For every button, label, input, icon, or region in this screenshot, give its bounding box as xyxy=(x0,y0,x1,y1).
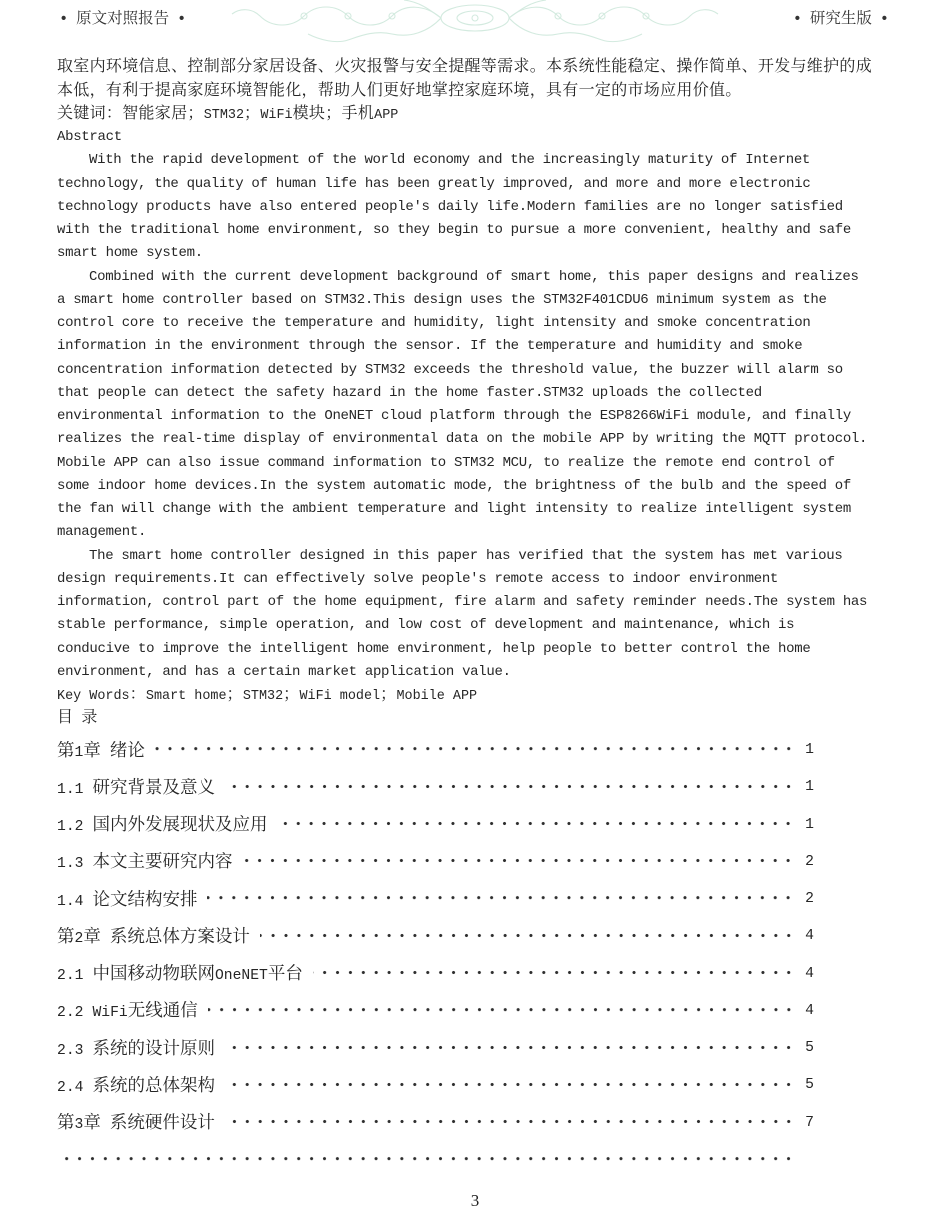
abstract-en-line: environment, and has a certain market application value. xyxy=(57,663,511,680)
toc-entry-page xyxy=(804,963,814,983)
text-run xyxy=(169,12,177,27)
toc-entry-label xyxy=(57,737,145,762)
toc-entry-number xyxy=(57,853,83,873)
text-run: 2 xyxy=(805,853,814,870)
toc-entry xyxy=(57,842,814,879)
text-run: Key Words xyxy=(57,689,130,705)
abstract-en-line: With the rapid development of the world economy and the increasingly maturity of Internet xyxy=(89,152,811,169)
toc-list xyxy=(57,730,814,1140)
page-number: 3 xyxy=(470,1191,480,1210)
toc-entry-page xyxy=(804,888,814,908)
abstract-en-line: conducive to improve the intelligent home environment, help people to better control the home xyxy=(57,640,811,657)
text-run: 4 xyxy=(805,1002,814,1019)
text-run: Smart home xyxy=(145,689,227,705)
abstract-en-body xyxy=(57,149,897,684)
text-run: WiFi xyxy=(260,107,293,123)
toc-entry xyxy=(57,1029,814,1066)
toc-entry-page xyxy=(804,1112,814,1132)
text-run: 2.1 xyxy=(57,968,84,985)
toc-entry-label xyxy=(57,923,250,948)
toc-entry-title: 本文主要研究内容 xyxy=(92,853,233,874)
text-run: WiFi model xyxy=(299,689,381,705)
keywords-cn-value: 智能家居；STM32；WiFi模块；手机APP xyxy=(122,104,399,123)
text-run: STM32 xyxy=(242,689,284,705)
toc-dot-leader xyxy=(225,768,795,805)
toc-dot-leader xyxy=(208,991,795,1028)
text-run: 1 xyxy=(805,742,814,759)
toc-dot-leader xyxy=(225,1103,795,1140)
toc-entry xyxy=(57,768,814,805)
toc-entry-label xyxy=(57,1035,215,1060)
keywords-en-line xyxy=(57,684,897,707)
abstract-en-line: information, control part of the home equipment, fire alarm and safety reminder needs.The system has xyxy=(57,594,868,611)
toc-dot-leader xyxy=(155,730,795,767)
text-run xyxy=(68,12,76,27)
toc-entry-page xyxy=(804,1037,814,1057)
toc-entry-label xyxy=(57,848,232,873)
table-of-contents xyxy=(57,730,814,1177)
toc-dot-leader xyxy=(225,1066,795,1103)
text-run: Mobile APP xyxy=(396,689,478,705)
toc-dot-leader xyxy=(277,805,795,842)
toc-entry-label xyxy=(57,1072,215,1097)
toc-entry-title: 论文结构安排 xyxy=(92,890,198,911)
abstract-en-line: Combined with the current development background of smart home, this paper designs and realizes xyxy=(89,268,859,285)
toc-entry xyxy=(57,805,814,842)
text-run: 2.3 xyxy=(57,1042,84,1059)
toc-dot-leader xyxy=(260,917,795,954)
toc-entry-page xyxy=(804,851,814,871)
toc-entry-label xyxy=(57,811,267,836)
abstract-en-line: some indoor home devices.In the system automatic mode, the brightness of the bulb and the speed of xyxy=(57,477,851,494)
document-body xyxy=(57,56,897,730)
toc-entry-number xyxy=(57,891,83,911)
text-run: 2.2 xyxy=(57,1005,84,1022)
toc-entry-page xyxy=(804,925,814,945)
abstract-en-line: that people can detect the safety hazard in the home faster.STM32 uploads the collected xyxy=(57,384,762,401)
abstract-en-line: stable performance, simple operation, and low cost of development and maintenance, which is xyxy=(57,617,795,634)
toc-entry xyxy=(57,1066,814,1103)
text-run xyxy=(73,712,81,727)
abstract-en-heading: Abstract xyxy=(57,129,122,146)
text-run: 4 xyxy=(805,965,814,982)
text-run: OneNET xyxy=(214,968,268,985)
text-run: WiFi xyxy=(92,1005,128,1022)
text-run: 5 xyxy=(805,1040,814,1057)
text-run xyxy=(802,12,810,27)
toc-dot-leader xyxy=(57,1140,795,1177)
toc-entry-title: WiFi无线通信 xyxy=(92,1002,198,1023)
toc-entry-number xyxy=(57,1002,83,1022)
toc-entry-number xyxy=(57,779,83,799)
text-run: APP xyxy=(374,107,399,123)
text-run: 4 xyxy=(805,928,814,945)
toc-entry-number: 第1章 xyxy=(57,741,101,762)
abstract-en-line: design requirements.It can effectively solve people's remote access to indoor environment xyxy=(57,570,779,587)
toc-entry-number: 第3章 xyxy=(57,1114,101,1135)
toc-entry xyxy=(57,954,814,991)
toc-entry-title: 系统的总体架构 xyxy=(92,1076,215,1097)
toc-dot-leader xyxy=(207,879,795,916)
abstract-en-paragraph xyxy=(57,266,897,545)
abstract-cn-continuation xyxy=(57,56,897,103)
toc-entry-label xyxy=(57,1109,215,1134)
toc-dot-leader xyxy=(225,1029,795,1066)
abstract-en-line: smart home system. xyxy=(57,245,203,262)
abstract-en-line: technology products have also entered people's daily life.Modern families are no longer satisfied xyxy=(57,198,843,215)
text-run: 2.4 xyxy=(57,1079,84,1096)
toc-entry-number xyxy=(57,1077,83,1097)
text-run: 1.1 xyxy=(57,781,84,798)
abstract-en-line: The smart home controller designed in this paper has verified that the system has met various xyxy=(89,547,843,564)
keywords-en-value: Smart home；STM32；WiFi model；Mobile APP xyxy=(145,686,478,705)
toc-entry-title: 国内外发展现状及应用 xyxy=(92,816,268,837)
toc-dot-leader xyxy=(313,954,795,991)
report-type-label: • 原文对照报告 • xyxy=(59,10,187,28)
toc-entry-number xyxy=(57,816,83,836)
toc-entry xyxy=(57,1103,814,1140)
toc-entry-title: 系统总体方案设计 xyxy=(109,927,250,948)
abstract-en-line: information in the environment through the sensor. If the temperature and humidity and smoke xyxy=(57,338,803,355)
text-run: 1.2 xyxy=(57,819,84,836)
toc-entry xyxy=(57,730,814,767)
text-run xyxy=(872,12,880,27)
text-run: 1.3 xyxy=(57,856,84,873)
abstract-en-line: technology, the quality of human life has been greatly improved, and more and more electronic xyxy=(57,175,811,192)
keywords-en-label: Key Words： xyxy=(57,686,146,705)
toc-entry xyxy=(57,917,814,954)
toc-entry-title: 系统硬件设计 xyxy=(109,1114,215,1135)
toc-entry-title: 研究背景及意义 xyxy=(92,778,215,799)
abstract-en-line: Mobile APP can also issue command information to STM32 MCU, to realize the remote end control of xyxy=(57,454,835,471)
toc-dot-leader xyxy=(242,842,795,879)
toc-continuation-leader xyxy=(57,1140,814,1177)
toc-entry-number: 第2章 xyxy=(57,927,101,948)
abstract-en-paragraph xyxy=(57,545,897,685)
toc-heading: 目 录 xyxy=(57,709,98,728)
text-run: 1 xyxy=(805,779,814,796)
toc-entry-page xyxy=(804,739,814,759)
text-run: 7 xyxy=(805,1114,814,1131)
abstract-cn-line: 取室内环境信息、控制部分家居设备、火灾报警与安全提醒等需求。本系统性能稳定、操作简单、开发与维护的成 xyxy=(57,58,873,77)
toc-entry-label xyxy=(57,960,303,985)
toc-entry-title: 绪论 xyxy=(109,741,145,762)
abstract-en-line: with the traditional home environment, so they begin to pursue a more convenient, healthy and safe xyxy=(57,222,851,239)
text-run: 2 xyxy=(74,930,84,947)
abstract-en-line: environmental information to the OneNET cloud platform through the ESP8266WiFi module, and finally xyxy=(57,408,851,425)
toc-entry-label xyxy=(57,997,198,1022)
abstract-en-line: a smart home controller based on STM32.This design uses the STM32F401CDU6 minimum system as the xyxy=(57,291,827,308)
keywords-cn-label: 关键词： xyxy=(57,104,123,123)
edition-label: • 研究生版 • xyxy=(792,10,889,28)
keywords-cn-line xyxy=(57,103,897,126)
toc-entry-number xyxy=(57,965,83,985)
text-run: STM32 xyxy=(203,107,245,123)
toc-entry-title: 中国移动物联网OneNET平台 xyxy=(92,965,303,986)
toc-entry-label xyxy=(57,774,215,799)
text-run: 1 xyxy=(74,744,84,761)
text-run: 1.4 xyxy=(57,893,84,910)
abstract-cn-line: 本低，有利于提高家庭环境智能化，帮助人们更好地掌控家庭环境，具有一定的市场应用价值。 xyxy=(57,81,742,100)
toc-entry-title: 系统的设计原则 xyxy=(92,1039,215,1060)
toc-entry-page xyxy=(804,814,814,834)
toc-entry xyxy=(57,991,814,1028)
toc-entry-number xyxy=(57,1040,83,1060)
text-run: 1 xyxy=(805,816,814,833)
text-run: 5 xyxy=(805,1077,814,1094)
toc-entry-page xyxy=(804,1000,814,1020)
toc-entry-page xyxy=(804,1074,814,1094)
toc-entry-page xyxy=(804,776,814,796)
toc-entry xyxy=(57,879,814,916)
abstract-en-line: concentration information detected by STM32 exceeds the threshold value, the buzzer will alarm so xyxy=(57,361,843,378)
abstract-en-line: control core to receive the temperature and humidity, light intensity and smoke concentration xyxy=(57,315,811,332)
abstract-en-paragraph xyxy=(57,149,897,265)
text-run: 2 xyxy=(805,891,814,908)
abstract-en-line: the fan will change with the ambient temperature and light intensity to realize intelligent system xyxy=(57,501,851,518)
abstract-en-line: management. xyxy=(57,524,147,541)
text-run: 3 xyxy=(74,1117,84,1134)
toc-entry-label xyxy=(57,886,197,911)
abstract-en-line: realizes the real-time display of environmental data on the mobile APP by writing the MQTT protocol. xyxy=(57,431,868,448)
